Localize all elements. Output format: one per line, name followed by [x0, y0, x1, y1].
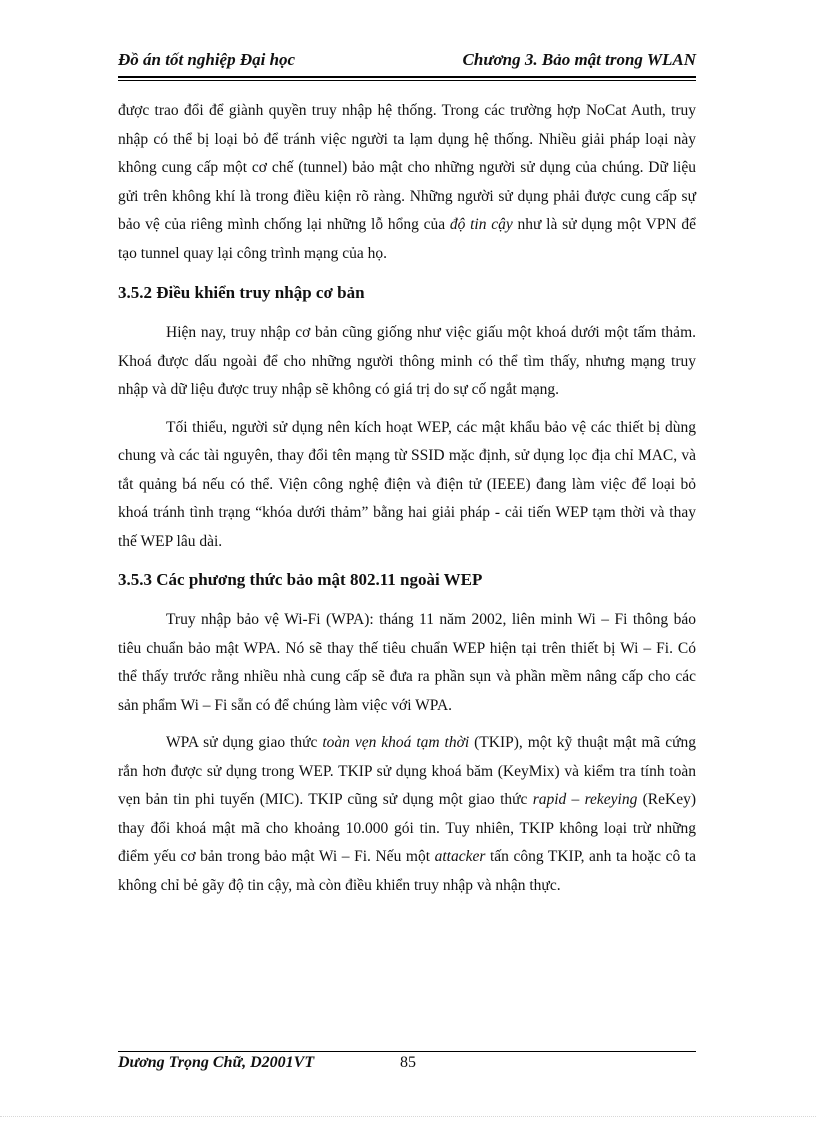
footer-rule [118, 1051, 696, 1052]
paragraph-wpa [118, 606, 696, 720]
paragraph-basic-access [118, 319, 696, 405]
paragraph-intro [118, 97, 696, 268]
italic-term: attacker [434, 848, 486, 865]
text-run: tấn công TKIP, anh ta hoặc cô ta không chỉ bẻ gãy độ tin cậy, mà còn điều khiển truy nhập và nhận thực. [118, 848, 696, 894]
header-chapter-title: Chương 3. Bảo mật trong WLAN [462, 50, 696, 69]
page-edge-divider [0, 1116, 816, 1117]
header-document-title: Đồ án tốt nghiệp Đại học [118, 50, 296, 69]
text-run: Truy nhập bảo vệ Wi-Fi (WPA): tháng 11 năm 2002, liên minh Wi – Fi thông báo tiêu chuẩn bảo mật WPA. Nó sẽ thay thế tiêu chuẩn WEP hiện tại trên thiết bị Wi – Fi. Có thể thấy trước rằng nhiều nhà cung cấp sẽ đưa ra phần sụn và phần mềm nâng cấp cho các sản phẩm Wi – Fi sẵn có để chúng làm việc với WPA. [118, 611, 696, 714]
section-heading-3-5-2: 3.5.2 Điều khiển truy nhập cơ bản [118, 283, 365, 302]
text-run: WPA sử dụng giao thức [166, 734, 323, 751]
italic-term: toàn vẹn khoá tạm thời [322, 734, 470, 751]
section-heading-3-5-3: 3.5.3 Các phương thức bảo mật 802.11 ngoài WEP [118, 570, 483, 589]
paragraph-minimum-security [118, 414, 696, 557]
page-footer [118, 1054, 696, 1078]
paragraph-tkip [118, 729, 696, 900]
page-body [118, 97, 696, 900]
italic-term: rapid – rekeying [532, 791, 638, 808]
header-rule [118, 76, 696, 78]
text-run: Hiện nay, truy nhập cơ bản cũng giống như việc giấu một khoá dưới một tấm thảm. Khoá được dấu ngoài để cho những người thông minh có thể tìm thấy, nhưng mạng truy nhập và dữ liệu được truy nhập sẽ không có giá trị do sự cố ngắt mạng. [118, 324, 696, 398]
italic-term: độ tin cậy [449, 216, 513, 233]
text-run: (TKIP), một kỹ thuật mật mã cứng rắn hơn được sử dụng trong WEP. TKIP sử dụng khoá băm (KeyMix) và kiểm tra tính toàn vẹn bản tin phi tuyến (MIC). TKIP cũng sử dụng một giao thức [118, 734, 696, 808]
text-run: được trao đổi để giành quyền truy nhập hệ thống. Trong các trường hợp NoCat Auth, truy nhập có thể bị loại bỏ để tránh việc người ta lạm dụng hệ thống. Nhiều giải pháp loại này không cung cấp một cơ chế (tunnel) bảo mật cho những người sử dụng của chúng. Dữ liệu gửi trên không khí là trong điều kiện rõ ràng. Những người sử dụng phải được cung cấp sự bảo vệ của riêng mình chống lại những lỗ hổng của [118, 102, 696, 233]
text-run: Tối thiểu, người sử dụng nên kích hoạt WEP, các mật khẩu bảo vệ các thiết bị dùng chung và các tài nguyên, thay đổi tên mạng từ SSID mặc định, sử dụng lọc địa chỉ MAC, và tắt quảng bá nếu có thể. Viện công nghệ điện và điện tử (IEEE) đang làm việc để loại bỏ khoá tránh tình trạng “khóa dưới thảm” bằng hai giải pháp - cải tiến WEP tạm thời và thay thế WEP lâu dài. [118, 418, 696, 550]
text-run: (ReKey) thay đổi khoá mật mã cho khoảng 10.000 gói tin. Tuy nhiên, TKIP không loại trừ những điểm yếu cơ bản trong bảo mật Wi – Fi. Nếu một [118, 791, 696, 865]
footer-author: Dương Trọng Chữ, D2001VT [118, 1054, 315, 1071]
header-rule-thin [118, 80, 696, 81]
page-number: 85 [400, 1054, 416, 1071]
page-header [118, 50, 696, 76]
text-run: như là sử dụng một VPN để tạo tunnel quay lại công trình mạng của họ. [118, 216, 696, 262]
